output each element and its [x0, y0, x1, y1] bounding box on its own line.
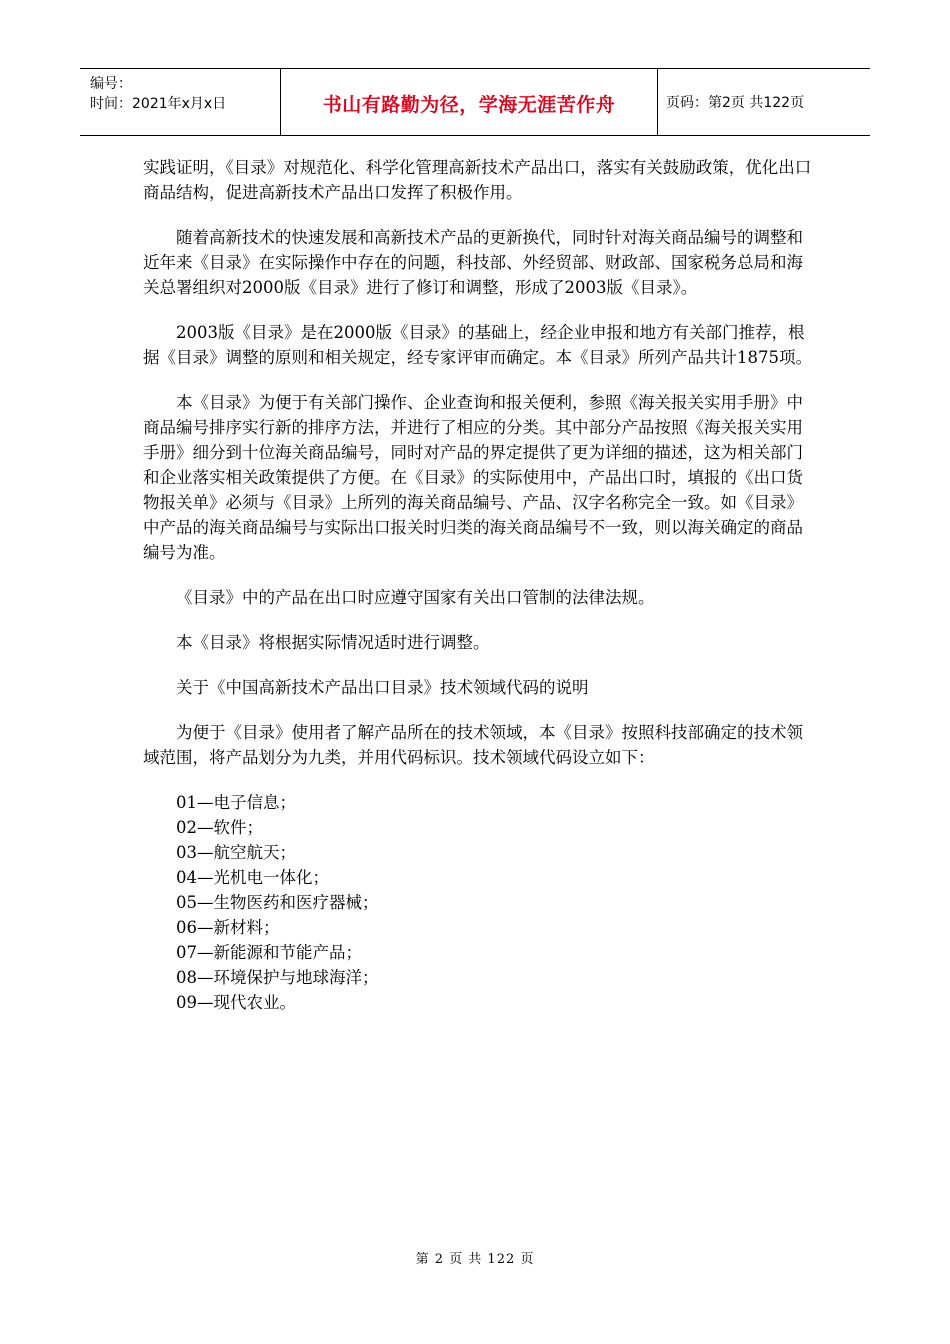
time-label: 时间：2021年x月x日	[90, 96, 227, 112]
code-item: 06—新材料；	[176, 918, 280, 937]
code-item: 05—生物医药和医疗器械；	[176, 893, 379, 912]
header-page-cell	[658, 69, 870, 135]
code-item: 02—软件；	[176, 818, 263, 837]
page-info: 页码：第2页 共122页	[666, 95, 805, 111]
paragraph: 本《目录》为便于有关部门操作、企业查询和报关便利，参照《海关报关实用手册》中商品编号排序实行新的排序方法，并进行了相应的分类。其中部分产品按照《海关报关实用手册》细分到十位海关商品编号，同时对产品的界定提供了更为详细的描述，这为相关部门和企业落实相关政策提供了方便。在《目录》的实际使用中，产品出口时，填报的《出口货物报关单》必须与《目录》上所列的海关商品编号、产品、汉字名称完全一致。如《目录》中产品的海关商品编号与实际出口报关时归类的海关商品编号不一致，则以海关确定的商品编号为准。	[143, 393, 803, 562]
paragraph: 为便于《目录》使用者了解产品所在的技术领域，本《目录》按照科技部确定的技术领域范围，将产品划分为九类，并用代码标识。技术领域代码设立如下：	[143, 723, 803, 767]
code-item: 01—电子信息；	[176, 793, 296, 812]
code-item: 04—光机电一体化；	[176, 868, 329, 887]
header-meta-cell	[80, 69, 281, 135]
paragraph: 随着高新技术的快速发展和高新技术产品的更新换代，同时针对海关商品编号的调整和近年来《目录》在实际操作中存在的问题，科技部、外经贸部、财政部、国家税务总局和海关总署组织对2000版《目录》进行了修订和调整，形成了2003版《目录》。	[143, 228, 803, 297]
document-body	[143, 155, 813, 1015]
motto-text: 书山有路勤为径，学海无涯苦作舟	[322, 93, 616, 116]
code-item: 08—环境保护与地球海洋；	[176, 968, 379, 987]
section-heading: 关于《中国高新技术产品出口目录》技术领域代码的说明	[176, 678, 589, 697]
code-list	[143, 790, 813, 1015]
document-header	[80, 68, 870, 136]
header-motto-cell	[281, 69, 658, 135]
paragraph: 《目录》中的产品在出口时应遵守国家有关出口管制的法律法规。	[176, 588, 655, 607]
paragraph: 本《目录》将根据实际情况适时进行调整。	[176, 633, 490, 652]
page-footer: 第 2 页 共 122 页	[415, 1252, 535, 1267]
code-item: 03—航空航天；	[176, 843, 296, 862]
number-label: 编号：	[90, 76, 132, 92]
code-item: 09—现代农业。	[176, 993, 296, 1012]
code-item: 07—新能源和节能产品；	[176, 943, 362, 962]
paragraph: 2003版《目录》是在2000版《目录》的基础上，经企业申报和地方有关部门推荐，根据《目录》调整的原则和相关规定，经专家评审而确定。本《目录》所列产品共计1875项。	[143, 323, 812, 367]
paragraph: 实践证明，《目录》对规范化、科学化管理高新技术产品出口，落实有关鼓励政策，优化出口商品结构，促进高新技术产品出口发挥了积极作用。	[143, 158, 812, 202]
